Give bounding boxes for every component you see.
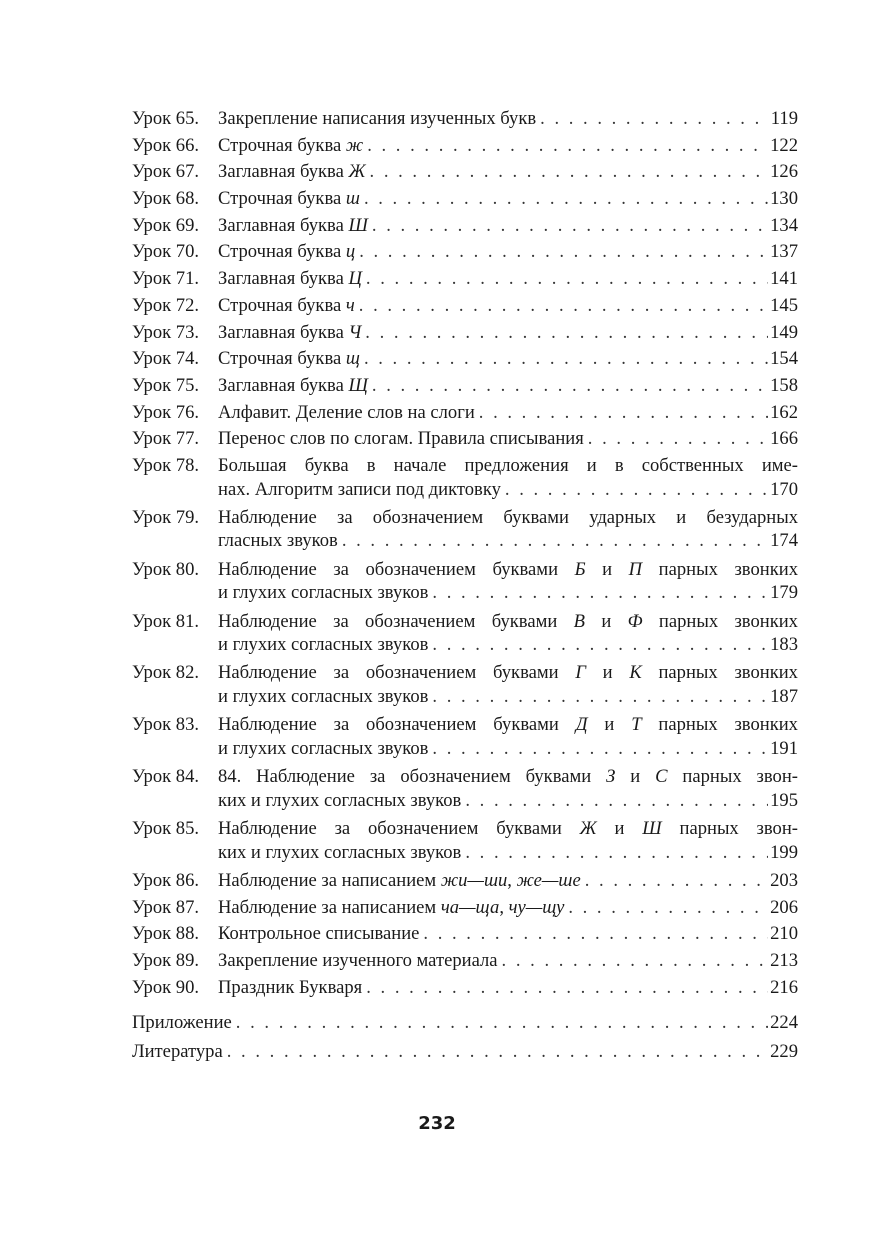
- text-run: Наблюдение за обозначением буквами: [218, 818, 580, 840]
- title-text: [218, 214, 368, 238]
- page-ref: 210: [770, 923, 798, 945]
- italic-letter: З: [606, 766, 616, 788]
- page-ref: 195: [770, 789, 798, 811]
- text-run: Наблюдение за обозначением буквами: [218, 662, 576, 684]
- toc-entry[interactable]: [132, 107, 798, 131]
- lesson-number: Урок 78.: [132, 454, 200, 476]
- entry-title: [218, 267, 798, 291]
- text-run: парных звонких: [641, 662, 798, 684]
- page-ref: 170: [770, 478, 798, 500]
- text-run: Заглавная буква: [218, 268, 349, 290]
- title-text: [218, 478, 501, 502]
- title-first-line: [218, 661, 798, 685]
- title-text: [218, 869, 581, 893]
- title-last-line: [218, 737, 798, 761]
- text-run: и: [587, 714, 632, 736]
- lesson-number: Урок 71.: [132, 268, 200, 290]
- toc-entry[interactable]: [132, 187, 798, 211]
- text-run: и глухих согласных звуков: [218, 686, 429, 708]
- entry-title: [218, 401, 798, 425]
- text-run: Наблюдение за обозначением буквами: [218, 714, 576, 736]
- toc-entry[interactable]: [132, 134, 798, 158]
- dot-leader: [342, 529, 768, 553]
- title-first-line: [218, 713, 798, 737]
- toc-entry[interactable]: [132, 610, 798, 657]
- title-last-line: [218, 789, 798, 813]
- dot-leader: [236, 1011, 768, 1035]
- page-ref: 158: [770, 374, 798, 396]
- text-run: Большая буква в начале предложения и в собственных име-: [218, 454, 798, 476]
- text-run: и: [585, 558, 629, 580]
- title-text: [218, 529, 338, 553]
- entry-title: [132, 1011, 798, 1035]
- title-text: [218, 240, 355, 264]
- lesson-number: Урок 82.: [132, 662, 200, 684]
- toc-entry[interactable]: [132, 427, 798, 451]
- italic-letter: Ш: [348, 214, 368, 236]
- appendix-entry[interactable]: [132, 1011, 798, 1035]
- toc-entry[interactable]: [132, 506, 798, 553]
- italic-letter: Д: [575, 714, 588, 736]
- italic-letter: К: [629, 662, 642, 684]
- text-run: Закрепление написания изученных букв: [218, 108, 537, 129]
- italic-letter: Ч: [348, 321, 362, 343]
- dot-leader: [227, 1040, 768, 1064]
- title-text: [218, 685, 428, 709]
- page-ref: 162: [770, 401, 798, 423]
- entry-title: [218, 321, 798, 345]
- dot-leader: [365, 321, 768, 345]
- page-ref: 149: [770, 321, 798, 343]
- lesson-number: Урок 85.: [132, 818, 200, 840]
- text-run: Заглавная буква: [218, 161, 349, 183]
- text-run: Литература: [132, 1040, 223, 1062]
- title-last-line: [218, 401, 798, 425]
- page-ref: 183: [770, 634, 798, 656]
- entry-title: [218, 558, 798, 605]
- page-ref: 130: [770, 188, 798, 210]
- toc-entry[interactable]: [132, 240, 798, 264]
- page-ref: 199: [770, 841, 798, 863]
- title-text: [218, 267, 362, 291]
- title-text: [218, 922, 419, 946]
- title-last-line: [218, 922, 798, 946]
- italic-letter: ча—ща: [440, 896, 500, 918]
- dot-leader: [505, 478, 768, 502]
- lesson-number: Урок 74.: [132, 348, 200, 370]
- dot-leader: [372, 374, 768, 398]
- dot-leader: [432, 633, 768, 657]
- entry-title: [218, 896, 798, 920]
- toc-entry[interactable]: [132, 976, 798, 1000]
- lesson-number: Урок 77.: [132, 428, 200, 450]
- title-text: [132, 1011, 232, 1035]
- title-last-line: [218, 841, 798, 865]
- text-run: ,: [507, 869, 517, 891]
- entry-title: [218, 347, 798, 371]
- entry-title: [218, 160, 798, 184]
- entry-title: [218, 922, 798, 946]
- page-number: 232: [418, 1113, 456, 1134]
- title-last-line: [218, 107, 798, 131]
- title-last-line: [218, 374, 798, 398]
- italic-letter: Ж: [348, 161, 366, 183]
- lesson-number: Урок 65.: [132, 108, 200, 129]
- toc-entry[interactable]: [132, 817, 798, 864]
- italic-letter: жи—ши: [440, 869, 508, 891]
- page-ref: 216: [770, 976, 798, 998]
- title-last-line: [218, 581, 798, 605]
- title-last-line: [218, 685, 798, 709]
- text-run: Наблюдение за обозначением буквами: [218, 610, 574, 632]
- dot-leader: [465, 789, 768, 813]
- toc-entry[interactable]: [132, 347, 798, 371]
- page-ref: 166: [770, 428, 798, 450]
- title-text: [218, 374, 368, 398]
- italic-letter: Ж: [579, 818, 597, 840]
- title-last-line: [218, 267, 798, 291]
- text-run: Алфавит. Деление слов на слоги: [218, 401, 475, 423]
- entry-title: [218, 765, 798, 812]
- text-run: Праздник Букваря: [218, 976, 363, 998]
- italic-letter: Ш: [642, 818, 662, 840]
- text-run: парных звон-: [667, 766, 798, 788]
- text-run: гласных звуков: [218, 530, 338, 552]
- toc-entry[interactable]: [132, 267, 798, 291]
- title-last-line: [218, 240, 798, 264]
- appendix-entry[interactable]: [132, 1040, 798, 1064]
- dot-leader: [432, 737, 768, 761]
- lesson-number: Урок 70.: [132, 241, 200, 263]
- page-ref: 224: [770, 1012, 798, 1034]
- dot-leader: [359, 240, 768, 264]
- lesson-number: Урок 84.: [132, 766, 200, 788]
- text-run: 84. Наблюдение за обозначением буквами: [218, 766, 607, 788]
- toc-entry[interactable]: [132, 713, 798, 760]
- entry-title: [218, 427, 798, 451]
- text-run: Приложение: [132, 1012, 232, 1034]
- dot-leader: [432, 685, 768, 709]
- lesson-number: Урок 87.: [132, 896, 200, 918]
- italic-letter: ж: [345, 134, 364, 156]
- table-of-contents: [132, 107, 798, 1068]
- page-ref: 206: [770, 896, 798, 918]
- title-last-line: [218, 187, 798, 211]
- title-last-line: [218, 896, 798, 920]
- lesson-number: Урок 66.: [132, 134, 200, 156]
- page-ref: 154: [770, 348, 798, 370]
- dot-leader: [568, 896, 768, 920]
- text-run: парных звонких: [642, 610, 798, 632]
- title-last-line: [218, 949, 798, 973]
- text-run: нах. Алгоритм записи под диктовку: [218, 478, 501, 500]
- dot-leader: [364, 347, 768, 371]
- text-run: и: [585, 610, 628, 632]
- entry-title: [218, 374, 798, 398]
- toc-entry[interactable]: [132, 454, 798, 501]
- page-ref: 122: [770, 134, 798, 156]
- entry-title: [218, 506, 798, 553]
- entry-title: [218, 240, 798, 264]
- title-text: [218, 896, 564, 920]
- text-run: Заглавная буква: [218, 214, 349, 236]
- text-run: Строчная буква: [218, 134, 346, 156]
- text-run: Наблюдение за написанием: [218, 869, 441, 891]
- text-run: Наблюдение за обозначением буквами: [218, 558, 575, 580]
- title-first-line: [218, 817, 798, 841]
- entry-title: [218, 134, 798, 158]
- title-text: [218, 581, 428, 605]
- title-first-line: [218, 765, 798, 789]
- page-ref: 174: [770, 530, 798, 552]
- text-run: Заглавная буква: [218, 321, 349, 343]
- title-text: [218, 841, 461, 865]
- lesson-number: Урок 80.: [132, 558, 200, 580]
- page-ref: 137: [770, 241, 798, 263]
- dot-leader: [432, 581, 768, 605]
- title-first-line: [218, 506, 798, 530]
- lesson-number: Урок 83.: [132, 714, 200, 736]
- toc-entry[interactable]: [132, 558, 798, 605]
- lesson-number: Урок 76.: [132, 401, 200, 423]
- title-first-line: [218, 610, 798, 634]
- italic-letter: ц: [345, 241, 356, 263]
- title-text: [218, 321, 361, 345]
- italic-letter: Ц: [348, 268, 362, 290]
- text-run: Строчная буква: [218, 348, 346, 370]
- page-ref: 187: [770, 686, 798, 708]
- italic-letter: Б: [574, 558, 586, 580]
- title-last-line: [218, 478, 798, 502]
- title-text: [218, 401, 475, 425]
- dot-leader: [364, 187, 768, 211]
- lesson-number: Урок 88.: [132, 923, 200, 945]
- entry-title: [132, 1040, 798, 1064]
- dot-leader: [465, 841, 768, 865]
- title-last-line: [218, 529, 798, 553]
- title-text: [218, 427, 584, 451]
- dot-leader: [588, 427, 768, 451]
- text-run: Строчная буква: [218, 188, 346, 210]
- title-text: [132, 1040, 223, 1064]
- title-last-line: [218, 427, 798, 451]
- title-last-line: [218, 294, 798, 318]
- text-run: и: [596, 818, 643, 840]
- italic-letter: щ: [345, 348, 360, 370]
- italic-letter: Щ: [348, 374, 368, 396]
- page-ref: 229: [770, 1040, 798, 1062]
- title-text: [218, 160, 366, 184]
- title-last-line: [218, 976, 798, 1000]
- title-last-line: [132, 1011, 798, 1035]
- dot-leader: [502, 949, 769, 973]
- lesson-number: Урок 72.: [132, 294, 200, 316]
- italic-letter: П: [628, 558, 643, 580]
- toc-entry[interactable]: [132, 214, 798, 238]
- page-ref: 191: [770, 737, 798, 759]
- page-ref: 213: [770, 950, 798, 971]
- title-text: [218, 134, 363, 158]
- entry-title: [218, 976, 798, 1000]
- italic-letter: же—ше: [516, 869, 581, 891]
- entry-title: [218, 214, 798, 238]
- title-last-line: [218, 214, 798, 238]
- toc-entry[interactable]: [132, 949, 798, 973]
- page-ref: 179: [770, 582, 798, 604]
- entry-title: [218, 294, 798, 318]
- entry-title: [218, 610, 798, 657]
- text-run: и глухих согласных звуков: [218, 582, 429, 604]
- title-last-line: [218, 160, 798, 184]
- italic-letter: чу—щу: [508, 896, 565, 918]
- entry-title: [218, 817, 798, 864]
- dot-leader: [423, 922, 768, 946]
- dot-leader: [359, 294, 768, 318]
- text-run: ких и глухих согласных звуков: [218, 841, 462, 863]
- title-text: [218, 294, 355, 318]
- entry-title: [218, 949, 798, 973]
- text-run: Заглавная буква: [218, 374, 349, 396]
- lesson-number: Урок 90.: [132, 976, 200, 998]
- title-text: [218, 107, 536, 131]
- toc-entry[interactable]: [132, 321, 798, 345]
- page-ref: 134: [770, 214, 798, 236]
- dot-leader: [540, 107, 769, 131]
- dot-leader: [370, 160, 769, 184]
- text-run: и глухих согласных звуков: [218, 737, 429, 759]
- page-ref: 145: [770, 294, 798, 316]
- text-run: Строчная буква: [218, 241, 346, 263]
- text-run: и: [615, 766, 656, 788]
- page-ref: 119: [770, 108, 798, 129]
- title-text: [218, 949, 498, 973]
- text-run: парных звонких: [641, 714, 798, 736]
- entry-title: [218, 713, 798, 760]
- italic-letter: Ф: [627, 610, 643, 632]
- text-run: Наблюдение за обозначением буквами ударных и безударных: [218, 506, 798, 528]
- dot-leader: [366, 267, 768, 291]
- lesson-number: Урок 86.: [132, 869, 200, 891]
- text-run: Перенос слов по слогам. Правила списывания: [218, 428, 584, 450]
- text-run: парных звонких: [642, 558, 798, 580]
- dot-leader: [585, 869, 768, 893]
- text-run: ких и глухих согласных звуков: [218, 789, 462, 811]
- toc-entry[interactable]: [132, 294, 798, 318]
- lesson-number: Урок 79.: [132, 506, 200, 528]
- title-text: [218, 187, 360, 211]
- lesson-number: Урок 89.: [132, 950, 200, 971]
- toc-entry[interactable]: [132, 661, 798, 708]
- lesson-list: [132, 107, 798, 999]
- dot-leader: [366, 976, 768, 1000]
- title-first-line: [218, 454, 798, 478]
- toc-entry[interactable]: [132, 922, 798, 946]
- entry-title: [218, 107, 798, 131]
- title-text: [218, 976, 362, 1000]
- text-run: Закрепление изученного материала: [218, 950, 498, 971]
- dot-leader: [479, 401, 768, 425]
- lesson-number: Урок 81.: [132, 610, 200, 632]
- title-last-line: [218, 134, 798, 158]
- text-run: и глухих согласных звуков: [218, 634, 429, 656]
- title-text: [218, 633, 428, 657]
- text-run: парных звон-: [661, 818, 798, 840]
- entry-title: [218, 869, 798, 893]
- toc-entry[interactable]: [132, 374, 798, 398]
- title-last-line: [218, 347, 798, 371]
- toc-entry[interactable]: [132, 401, 798, 425]
- toc-entry[interactable]: [132, 160, 798, 184]
- entry-title: [218, 454, 798, 501]
- appendix-list: [132, 1011, 798, 1063]
- title-last-line: [218, 321, 798, 345]
- italic-letter: С: [655, 766, 668, 788]
- text-run: Строчная буква: [218, 294, 346, 316]
- italic-letter: ш: [345, 188, 360, 210]
- entry-title: [218, 661, 798, 708]
- title-text: [218, 737, 428, 761]
- title-first-line: [218, 558, 798, 582]
- italic-letter: Т: [631, 714, 642, 736]
- title-text: [218, 347, 360, 371]
- title-last-line: [218, 633, 798, 657]
- lesson-number: Урок 75.: [132, 374, 200, 396]
- italic-letter: В: [573, 610, 585, 632]
- dot-leader: [372, 214, 768, 238]
- page-ref: 203: [770, 869, 798, 891]
- lesson-number: Урок 73.: [132, 321, 200, 343]
- text-run: и: [585, 662, 630, 684]
- lesson-number: Урок 68.: [132, 188, 200, 210]
- text-run: Контрольное списывание: [218, 923, 420, 945]
- entry-title: [218, 187, 798, 211]
- page-ref: 126: [770, 161, 798, 183]
- toc-entry[interactable]: [132, 896, 798, 920]
- italic-letter: Г: [575, 662, 586, 684]
- toc-entry[interactable]: [132, 765, 798, 812]
- text-run: Наблюдение за написанием: [218, 896, 441, 918]
- page-ref: 141: [770, 268, 798, 290]
- title-last-line: [218, 869, 798, 893]
- dot-leader: [367, 134, 768, 158]
- toc-entry[interactable]: [132, 869, 798, 893]
- italic-letter: ч: [345, 294, 355, 316]
- lesson-number: Урок 69.: [132, 214, 200, 236]
- lesson-number: Урок 67.: [132, 161, 200, 183]
- title-text: [218, 789, 461, 813]
- text-run: ,: [499, 896, 509, 918]
- title-last-line: [132, 1040, 798, 1064]
